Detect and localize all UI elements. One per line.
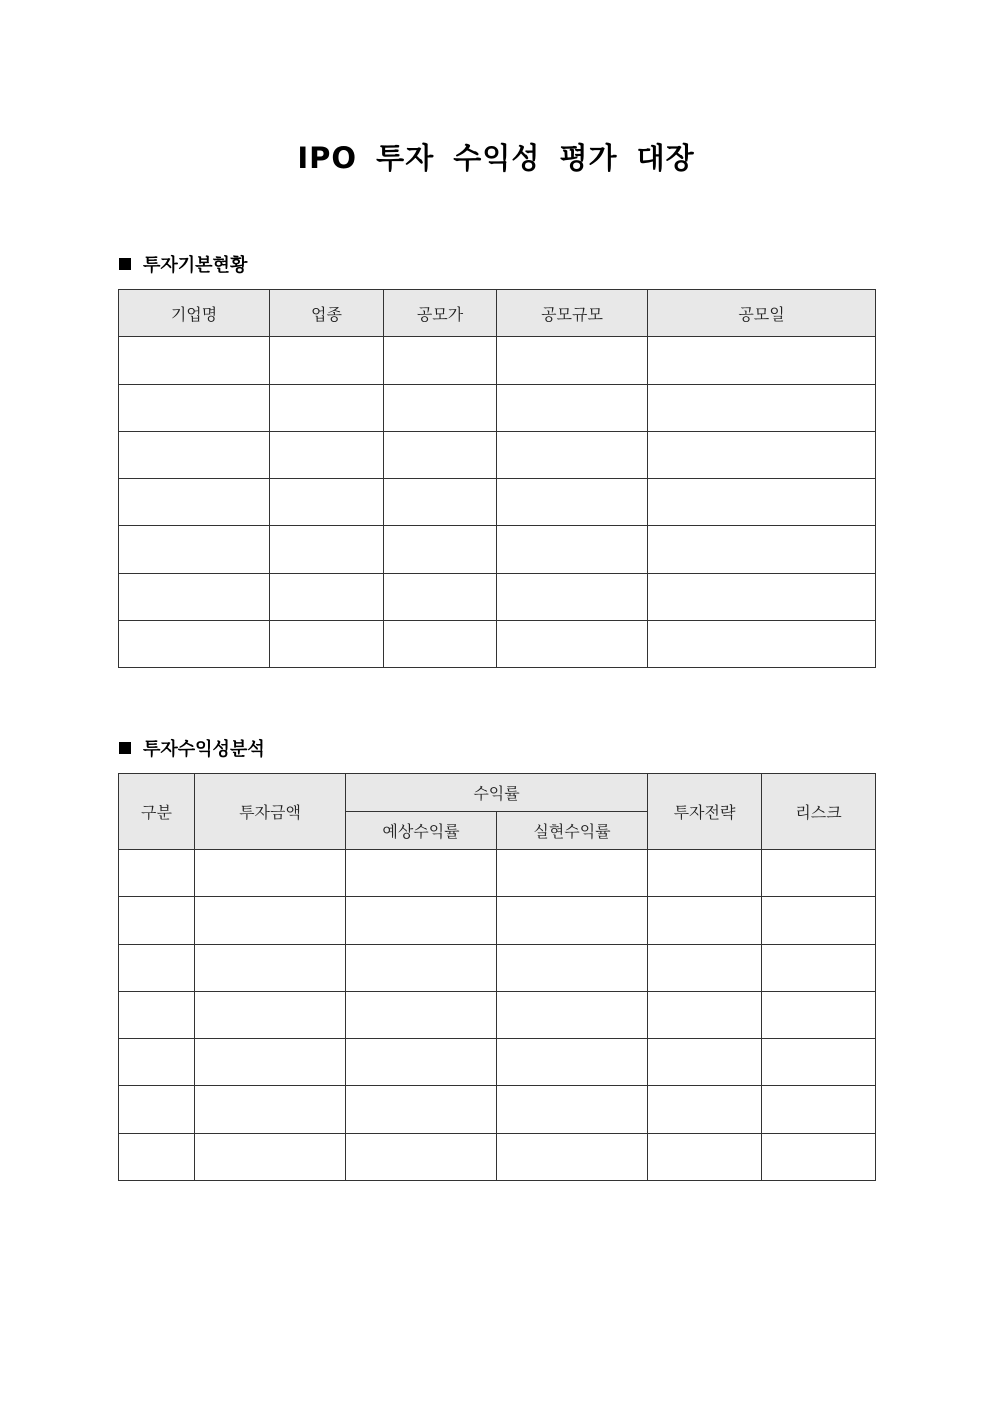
basic-status-table <box>118 289 876 668</box>
section-heading-return-analysis <box>119 735 265 761</box>
table-cell[interactable] <box>119 431 270 478</box>
table-cell[interactable] <box>195 850 346 897</box>
section-heading-basic-status <box>119 251 247 277</box>
table-cell[interactable] <box>497 850 648 897</box>
table-row <box>119 573 876 620</box>
table-cell[interactable] <box>119 337 270 384</box>
table-cell[interactable] <box>119 850 195 897</box>
table-cell[interactable] <box>384 384 497 431</box>
table-cell[interactable] <box>497 431 648 478</box>
table-cell[interactable] <box>119 1086 195 1133</box>
table-cell[interactable] <box>346 1133 497 1180</box>
table-cell[interactable] <box>384 337 497 384</box>
table-cell[interactable] <box>497 621 648 668</box>
table-cell[interactable] <box>119 384 270 431</box>
table-cell[interactable] <box>384 573 497 620</box>
table-cell[interactable] <box>497 897 648 944</box>
table-row <box>119 431 876 478</box>
table-cell[interactable] <box>762 1039 876 1086</box>
page-title: IPO 투자 수익성 평가 대장 <box>297 141 695 175</box>
table-cell[interactable] <box>648 384 876 431</box>
table-cell[interactable] <box>762 1133 876 1180</box>
table-cell[interactable] <box>270 573 384 620</box>
table-row <box>119 1086 876 1133</box>
table-cell[interactable] <box>195 991 346 1038</box>
table-cell[interactable] <box>195 1133 346 1180</box>
table-cell[interactable] <box>346 991 497 1038</box>
table-cell[interactable] <box>346 1039 497 1086</box>
table-cell[interactable] <box>497 526 648 573</box>
square-bullet-icon <box>119 258 131 270</box>
table-cell[interactable] <box>119 1133 195 1180</box>
col-header-expected-return: 예상수익률 <box>346 812 497 850</box>
table-cell[interactable] <box>497 1086 648 1133</box>
table-cell[interactable] <box>648 944 762 991</box>
table-cell[interactable] <box>648 479 876 526</box>
col-header-category: 구분 <box>119 774 195 850</box>
table-row <box>119 384 876 431</box>
table-cell[interactable] <box>119 526 270 573</box>
table-cell[interactable] <box>497 1039 648 1086</box>
col-header-offer-size: 공모규모 <box>497 290 648 337</box>
table-cell[interactable] <box>119 1039 195 1086</box>
table-cell[interactable] <box>195 1086 346 1133</box>
table-cell[interactable] <box>119 573 270 620</box>
table-cell[interactable] <box>346 897 497 944</box>
return-analysis-table <box>118 773 876 1181</box>
table-cell[interactable] <box>119 991 195 1038</box>
table-cell[interactable] <box>195 944 346 991</box>
table-cell[interactable] <box>497 337 648 384</box>
table-cell[interactable] <box>384 621 497 668</box>
table-cell[interactable] <box>648 621 876 668</box>
table-row <box>119 991 876 1038</box>
table-row <box>119 526 876 573</box>
table-cell[interactable] <box>119 479 270 526</box>
table-row <box>119 621 876 668</box>
table-row <box>119 1039 876 1086</box>
col-header-risk: 리스크 <box>762 774 876 850</box>
table-cell[interactable] <box>270 384 384 431</box>
table-cell[interactable] <box>648 573 876 620</box>
table-cell[interactable] <box>195 1039 346 1086</box>
table-row <box>119 897 876 944</box>
table-header-row <box>119 774 876 812</box>
table-cell[interactable] <box>195 897 346 944</box>
table-row <box>119 850 876 897</box>
table-cell[interactable] <box>648 1133 762 1180</box>
table-cell[interactable] <box>270 621 384 668</box>
table-cell[interactable] <box>648 1039 762 1086</box>
table-header-row <box>119 290 876 337</box>
table-cell[interactable] <box>497 384 648 431</box>
table-cell[interactable] <box>497 1133 648 1180</box>
table-row <box>119 944 876 991</box>
col-header-industry: 업종 <box>270 290 384 337</box>
table-row <box>119 337 876 384</box>
table-cell[interactable] <box>648 337 876 384</box>
table-cell[interactable] <box>270 337 384 384</box>
table-cell[interactable] <box>648 1086 762 1133</box>
col-header-return-group: 수익률 <box>346 774 648 812</box>
table-cell[interactable] <box>648 991 762 1038</box>
table-cell[interactable] <box>119 621 270 668</box>
table-cell[interactable] <box>346 850 497 897</box>
col-header-realized-return: 실현수익률 <box>497 812 648 850</box>
table-row <box>119 1133 876 1180</box>
col-header-investment-amount: 투자금액 <box>195 774 346 850</box>
table-cell[interactable] <box>384 431 497 478</box>
col-header-company-name: 기업명 <box>119 290 270 337</box>
col-header-offer-price: 공모가 <box>384 290 497 337</box>
table-cell[interactable] <box>497 479 648 526</box>
table-cell[interactable] <box>497 944 648 991</box>
table-cell[interactable] <box>119 944 195 991</box>
table-cell[interactable] <box>346 944 497 991</box>
table-cell[interactable] <box>648 526 876 573</box>
table-cell[interactable] <box>497 573 648 620</box>
table-cell[interactable] <box>270 431 384 478</box>
col-header-investment-strategy: 투자전략 <box>648 774 762 850</box>
table-row <box>119 479 876 526</box>
col-header-offer-date: 공모일 <box>648 290 876 337</box>
section-heading-label: 투자수익성분석 <box>143 739 265 760</box>
table-cell[interactable] <box>384 526 497 573</box>
table-cell[interactable] <box>762 991 876 1038</box>
table-cell[interactable] <box>762 944 876 991</box>
section-heading-label: 투자기본현황 <box>143 255 248 276</box>
square-bullet-icon <box>119 742 131 754</box>
table-cell[interactable] <box>270 526 384 573</box>
table-cell[interactable] <box>762 897 876 944</box>
table-cell[interactable] <box>762 850 876 897</box>
table-cell[interactable] <box>384 479 497 526</box>
table-cell[interactable] <box>648 850 762 897</box>
table-cell[interactable] <box>648 897 762 944</box>
table-cell[interactable] <box>270 479 384 526</box>
table-cell[interactable] <box>346 1086 497 1133</box>
table-cell[interactable] <box>762 1086 876 1133</box>
table-cell[interactable] <box>648 431 876 478</box>
table-cell[interactable] <box>119 897 195 944</box>
table-cell[interactable] <box>497 991 648 1038</box>
